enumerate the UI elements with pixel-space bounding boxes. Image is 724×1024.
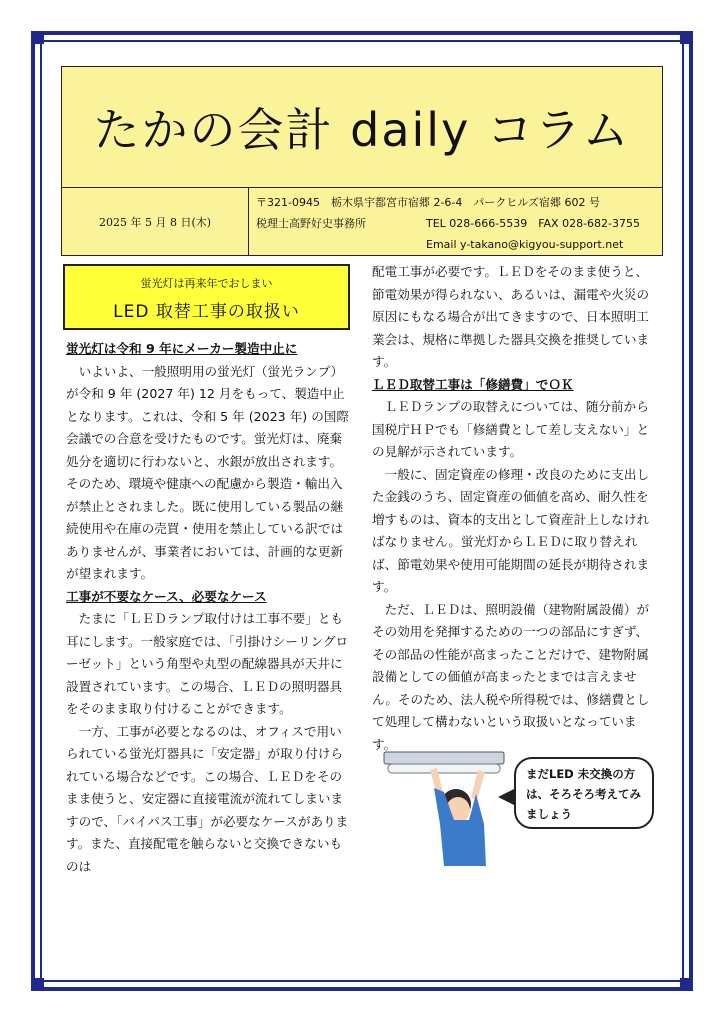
postal-address: 〒321-0945 栃木県宇都宮市宿郷 2-6-4 パークヒルズ宿郷 602 号	[256, 196, 601, 209]
body-paragraph: 配電工事が必要です。ＬＥＤをそのまま使うと、節電効果が得られない、あるいは、漏電や火災の原因にもなる場合が出てきますので、日本照明工業会は、規格に準拠した器具交換を推奨しています。	[372, 264, 650, 369]
section-heading: ＬＥＤ取替工事は「修繕費」でＯＫ	[372, 376, 574, 392]
corner-ornament	[34, 34, 44, 44]
masthead	[61, 66, 663, 256]
section-heading: 工事が不要なケース、必要なケース	[66, 588, 267, 604]
headline-box	[63, 264, 350, 330]
body-paragraph: いよいよ、一般照明用の蛍光灯（蛍光ランプ）が令和 9 年 (2027 年) 12 月をもって、製造中止となります。これは、令和 5 年 (2023 年) の国際会議での合意を受けたものです。蛍光灯は、廃棄処分を適切に行わないと、水銀が放出されます。そのため、環境や健康への配慮から製造・輸出入が禁止とされました。既に使用している製品の継続使用や在庫の売買・使用を禁止している訳ではありませんが、事業者においては、計画的な更新が望まれます。	[66, 363, 349, 581]
issue-date: 2025 年 5 月 8 日(木)	[62, 188, 249, 255]
body-paragraph: 一方、工事が必要となるのは、オフィスで用いられている蛍光灯器具に「安定器」が取り付けられている場合などです。この場合、ＬＥＤをそのまま使うと、安定器に直接電流が流れてしまいますので、「バイパス工事」が必要なケースがあります。また、直接配電を触らないと交換できないものは	[66, 723, 349, 874]
corner-ornament	[680, 34, 690, 44]
section-heading: 蛍光灯は令和 9 年にメーカー製造中止に	[66, 341, 298, 356]
corner-ornament	[34, 978, 44, 988]
speech-bubble: まだLED 未交換の方は、そろそろ考えてみましょう	[514, 757, 654, 829]
headline-subtitle: 蛍光灯は再来年でおしまい	[140, 277, 273, 290]
email-address: Email y-takano@kigyou-support.net	[426, 238, 624, 251]
office-name: 税理士高野好史事務所	[256, 217, 366, 230]
body-paragraph: 一般に、固定資産の修理・改良のために支出した金銭のうち、固定資産の価値を高め、耐久性を増すものは、資本的支出として資産計上しなければなりません。蛍光灯からＬＥＤに取り替えれば、節電効果や使用可能期間の延長が期待されます。	[372, 466, 650, 594]
tel-fax: TEL 028-666-5539 FAX 028-682-3755	[426, 217, 641, 230]
article-left-column	[66, 338, 352, 878]
headline-title: LED 取替工事の取扱い	[113, 302, 300, 322]
body-paragraph: ＬＥＤランプの取替えについては、随分前から国税庁ＨＰでも「修繕費として差し支えない」との見解が示されています。	[372, 399, 650, 459]
corner-ornament	[680, 978, 690, 988]
body-paragraph: ただ、ＬＥＤは、照明設備（建物附属設備）がその効用を発揮するための一つの部品にすぎず、その部品の性能が高まったことだけで、建物附属設備としての価値が高まったとまでは言えません。そのため、法人税や所得税では、修繕費として処理して構わないという取扱いとなっています。	[372, 601, 650, 752]
masthead-title: たかの会計 daily コラム	[62, 67, 662, 188]
body-paragraph: たまに「ＬＥＤランプ取付けは工事不要」とも耳にします。一般家庭では、「引掛けシーリングローゼット」という角型や丸型の配線器具が天井に設置されています。この場合、ＬＥＤの照明器具をそのまま取り付けることができます。	[66, 611, 349, 716]
article-right-column	[372, 261, 660, 756]
